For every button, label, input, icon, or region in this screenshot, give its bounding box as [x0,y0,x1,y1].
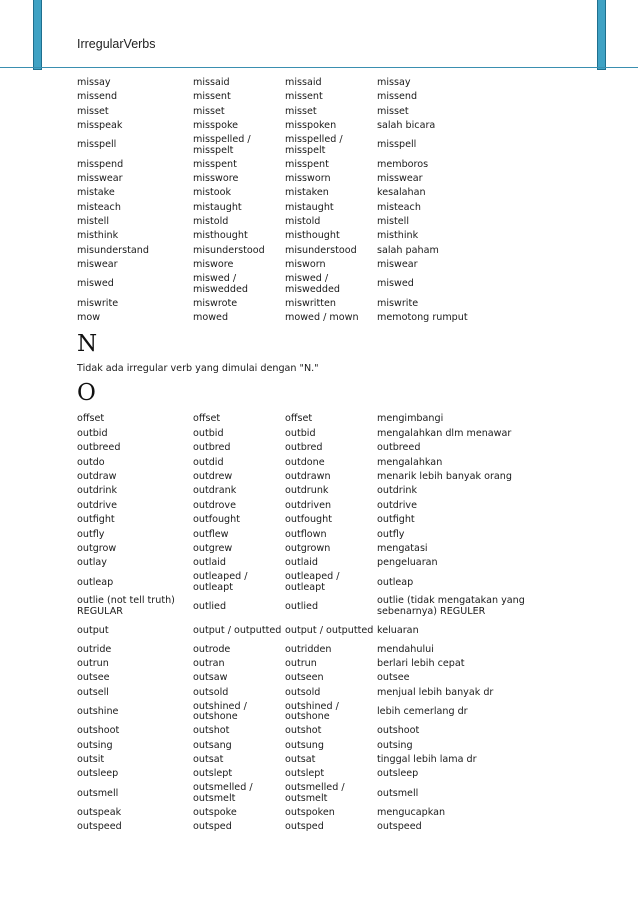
verb-past-cell: outgrew [193,542,233,554]
verb-base-cell: outdo [77,456,105,468]
verb-meaning-cell: outlie (tidak mengatakan yang sebenarnya) REGULER [377,595,525,617]
verb-past-cell: outshined / outshone [193,700,247,723]
verb-base-cell: misswear [77,172,123,184]
table-row [77,571,577,595]
verb-meaning-cell: miswear [377,259,418,271]
verb-base-cell: output [77,624,109,636]
verb-base-cell: misthink [77,230,119,242]
verb-participle-cell: mowed / mown [285,312,359,324]
verb-meaning-cell: tinggal lebih lama dr [377,754,477,766]
section-letter-heading: N [77,331,98,358]
verb-base-cell: outsleep [77,768,119,780]
verb-meaning-cell: misthink [377,230,419,242]
table-row [77,427,577,441]
verb-past-cell: outsat [193,754,224,766]
verb-meaning-cell: outsee [377,672,410,684]
table-row [77,456,577,470]
verb-meaning-cell: mengatasi [377,542,428,554]
verb-past-cell: miswore [193,259,234,271]
verb-base-cell: outspeed [77,821,122,833]
verb-past-cell: outbid [193,427,224,439]
verb-past-cell: outbred [193,442,231,454]
verb-meaning-cell: pengeluaran [377,557,438,569]
verb-meaning-cell: missend [377,91,418,103]
verb-meaning-cell: miswrite [377,297,419,309]
verb-list-content [77,76,577,835]
verb-past-cell: output / outputted [193,624,282,636]
verb-past-cell: miswrote [193,297,238,309]
verb-base-cell: mow [77,312,101,324]
verb-past-cell: outran [193,658,225,670]
verb-participle-cell: outdrunk [285,485,329,497]
verb-meaning-cell: mistell [377,216,410,228]
verb-base-cell: missay [77,76,111,88]
verb-participle-cell: misspelled / misspelt [285,134,343,156]
verb-past-cell: missaid [193,76,230,88]
verb-participle-cell: outlaid [285,557,319,569]
verb-meaning-cell: mengucapkan [377,806,446,818]
verb-meaning-cell: memboros [377,158,429,170]
verb-participle-cell: misspent [285,158,329,170]
verb-base-cell: outride [77,643,112,655]
verb-meaning-cell: mengalahkan [377,456,443,468]
verb-base-cell: misset [77,105,109,117]
verb-past-cell: miswed / miswedded [193,273,248,295]
verb-past-cell: outleaped / outleapt [193,571,248,593]
verb-participle-cell: misunderstood [285,244,357,256]
verb-past-cell: mistold [193,216,229,228]
verb-participle-cell: misthought [285,230,340,242]
verb-participle-cell: outsat [285,754,316,766]
verb-meaning-cell: outfly [377,528,405,540]
table-row [77,441,577,455]
verb-base-cell: outsell [77,686,109,698]
verb-past-cell: outrode [193,643,231,655]
verb-past-cell: misunderstood [193,244,265,256]
verb-participle-cell: miswritten [285,297,336,309]
verb-participle-cell: outdone [285,456,325,468]
verb-past-cell: outdrew [193,470,233,482]
verb-participle-cell: miswed / miswedded [285,273,340,295]
verb-meaning-cell: keluaran [377,624,419,636]
verb-past-cell: misspoke [193,120,239,132]
verb-meaning-cell: berlari lebih cepat [377,658,465,670]
table-row [77,499,577,513]
verb-meaning-cell: menjual lebih banyak dr [377,686,494,698]
table-row [77,672,577,686]
verb-past-cell: misswore [193,172,239,184]
verb-participle-cell: mistaken [285,187,329,199]
verb-base-cell: outrun [77,658,109,670]
table-row [77,201,577,215]
table-row [77,273,577,297]
table-row [77,244,577,258]
table-row [77,158,577,172]
verb-participle-cell: outridden [285,643,332,655]
table-row [77,297,577,311]
verb-participle-cell: outbred [285,442,323,454]
verb-past-cell: offset [193,413,221,425]
verb-meaning-cell: mendahului [377,643,434,655]
verb-base-cell: mistake [77,187,115,199]
verb-base-cell: outdrink [77,485,118,497]
table-row [77,739,577,753]
verb-participle-cell: outdrawn [285,470,331,482]
verb-meaning-cell: mengimbangi [377,413,444,425]
verb-meaning-cell: lebih cemerlang dr [377,706,468,718]
table-row [77,753,577,767]
table-row [77,230,577,244]
verb-participle-cell: outgrown [285,542,331,554]
verb-participle-cell: outbid [285,427,316,439]
verb-base-cell: outsmell [77,787,119,799]
verb-past-cell: outshot [193,725,230,737]
verb-meaning-cell: menarik lebih banyak orang [377,470,512,482]
table-row [77,528,577,542]
table-row [77,484,577,498]
verb-base-cell: offset [77,413,105,425]
verb-meaning-cell: missay [377,76,411,88]
table-row [77,556,577,570]
verb-base-cell: outgrow [77,542,117,554]
verb-base-cell: outspeak [77,806,122,818]
verb-past-cell: outdrove [193,499,236,511]
verb-base-cell: outshoot [77,725,120,737]
verb-participle-cell: outfought [285,514,332,526]
table-row [77,820,577,834]
verb-participle-cell: outspoken [285,806,335,818]
verb-meaning-cell: misspell [377,139,417,151]
table-row [77,700,577,724]
table-row [77,768,577,782]
table-row [77,412,577,426]
table-row [77,724,577,738]
verb-meaning-cell: outdrive [377,499,417,511]
verb-meaning-cell: kesalahan [377,187,426,199]
table-row [77,470,577,484]
header-divider [0,67,638,68]
verb-participle-cell: outseen [285,672,324,684]
verb-past-cell: outlaid [193,557,227,569]
verb-past-cell: outspoke [193,806,237,818]
verb-past-cell: missent [193,91,231,103]
verb-past-cell: outsmelled / outsmelt [193,782,253,804]
verb-meaning-cell: outsmell [377,787,419,799]
verb-base-cell: outfight [77,514,115,526]
table-row [77,172,577,186]
verb-base-cell: outbreed [77,442,121,454]
verb-base-cell: misspend [77,158,124,170]
verb-meaning-cell: outdrink [377,485,418,497]
verb-participle-cell: outsold [285,686,321,698]
table-row [77,258,577,272]
verb-past-cell: outdid [193,456,224,468]
verb-participle-cell: outdriven [285,499,332,511]
verb-base-cell: outdrive [77,499,117,511]
verb-base-cell: misunderstand [77,244,149,256]
verb-participle-cell: outsmelled / outsmelt [285,782,345,804]
verb-meaning-cell: outshoot [377,725,420,737]
verb-meaning-cell: outsleep [377,768,419,780]
verb-base-cell: outsee [77,672,110,684]
verb-participle-cell: misset [285,105,317,117]
verb-table [77,76,577,325]
verb-base-cell: mistell [77,216,110,228]
verb-past-cell: mowed [193,312,229,324]
page-tab-left-decoration [33,0,42,70]
verb-meaning-cell: misteach [377,201,421,213]
table-row [77,595,577,619]
verb-base-cell: outleap [77,576,114,588]
verb-past-cell: misspelled / misspelt [193,134,251,156]
verb-past-cell: mistaught [193,201,242,213]
verb-participle-cell: missworn [285,172,331,184]
verb-meaning-cell: outsing [377,739,413,751]
page-tab-right-decoration [597,0,606,70]
verb-meaning-cell: outspeed [377,821,422,833]
verb-participle-cell: outsung [285,739,324,751]
verb-past-cell: outfought [193,514,240,526]
verb-participle-cell: outshot [285,725,322,737]
verb-past-cell: outslept [193,768,233,780]
verb-participle-cell: missent [285,91,323,103]
verb-base-cell: outsing [77,739,113,751]
verb-participle-cell: misspoken [285,120,337,132]
verb-participle-cell: offset [285,413,313,425]
verb-participle-cell: outlied [285,600,319,612]
table-row [77,311,577,325]
verb-base-cell: outshine [77,706,119,718]
verb-base-cell: misteach [77,201,121,213]
verb-base-cell: miswrite [77,297,119,309]
verb-meaning-cell: miswed [377,278,414,290]
table-row [77,782,577,806]
verb-past-cell: outsped [193,821,232,833]
table-row [77,513,577,527]
table-row [77,657,577,671]
verb-base-cell: outbid [77,427,108,439]
verb-meaning-cell: memotong rumput [377,312,468,324]
verb-participle-cell: outflown [285,528,327,540]
verb-participle-cell: outslept [285,768,325,780]
verb-base-cell: outfly [77,528,105,540]
verb-past-cell: outsaw [193,672,228,684]
section-note: Tidak ada irregular verb yang dimulai dengan "N." [77,363,319,375]
verb-base-cell: misspell [77,139,117,151]
table-row [77,119,577,133]
table-row [77,806,577,820]
verb-past-cell: outlied [193,600,227,612]
table-row [77,76,577,90]
verb-meaning-cell: outfight [377,514,415,526]
verb-participle-cell: misworn [285,259,326,271]
verb-participle-cell: outrun [285,658,317,670]
verb-past-cell: outsang [193,739,232,751]
verb-table [77,412,577,834]
verb-meaning-cell: mengalahkan dlm menawar [377,427,512,439]
verb-past-cell: outsold [193,686,229,698]
verb-participle-cell: output / outputted [285,624,374,636]
table-row [77,215,577,229]
verb-past-cell: outflew [193,528,229,540]
table-row [77,105,577,119]
verb-base-cell: misspeak [77,120,123,132]
verb-base-cell: missend [77,91,118,103]
verb-past-cell: outdrank [193,485,237,497]
table-row [77,90,577,104]
verb-meaning-cell: salah paham [377,244,439,256]
verb-base-cell: outsit [77,754,105,766]
verb-past-cell: misthought [193,230,248,242]
verb-base-cell: miswear [77,259,118,271]
verb-base-cell: outdraw [77,470,117,482]
verb-base-cell: outlay [77,557,107,569]
verb-participle-cell: mistold [285,216,321,228]
verb-participle-cell: outsped [285,821,324,833]
table-row [77,643,577,657]
verb-participle-cell: outleaped / outleapt [285,571,340,593]
verb-meaning-cell: outbreed [377,442,421,454]
table-row [77,186,577,200]
verb-base-cell: miswed [77,278,114,290]
verb-past-cell: mistook [193,187,232,199]
verb-meaning-cell: misset [377,105,409,117]
section-letter-heading: O [77,380,96,407]
verb-past-cell: misspent [193,158,237,170]
verb-base-cell: outlie (not tell truth) REGULAR [77,595,175,617]
table-row [77,134,577,158]
verb-meaning-cell: misswear [377,172,423,184]
page-header-title: IrregularVerbs [77,37,156,51]
table-row [77,542,577,556]
table-row [77,686,577,700]
verb-meaning-cell: outleap [377,576,414,588]
verb-participle-cell: missaid [285,76,322,88]
verb-participle-cell: outshined / outshone [285,700,339,723]
verb-meaning-cell: salah bicara [377,120,436,132]
verb-participle-cell: mistaught [285,201,334,213]
table-row [77,619,577,643]
verb-past-cell: misset [193,105,225,117]
